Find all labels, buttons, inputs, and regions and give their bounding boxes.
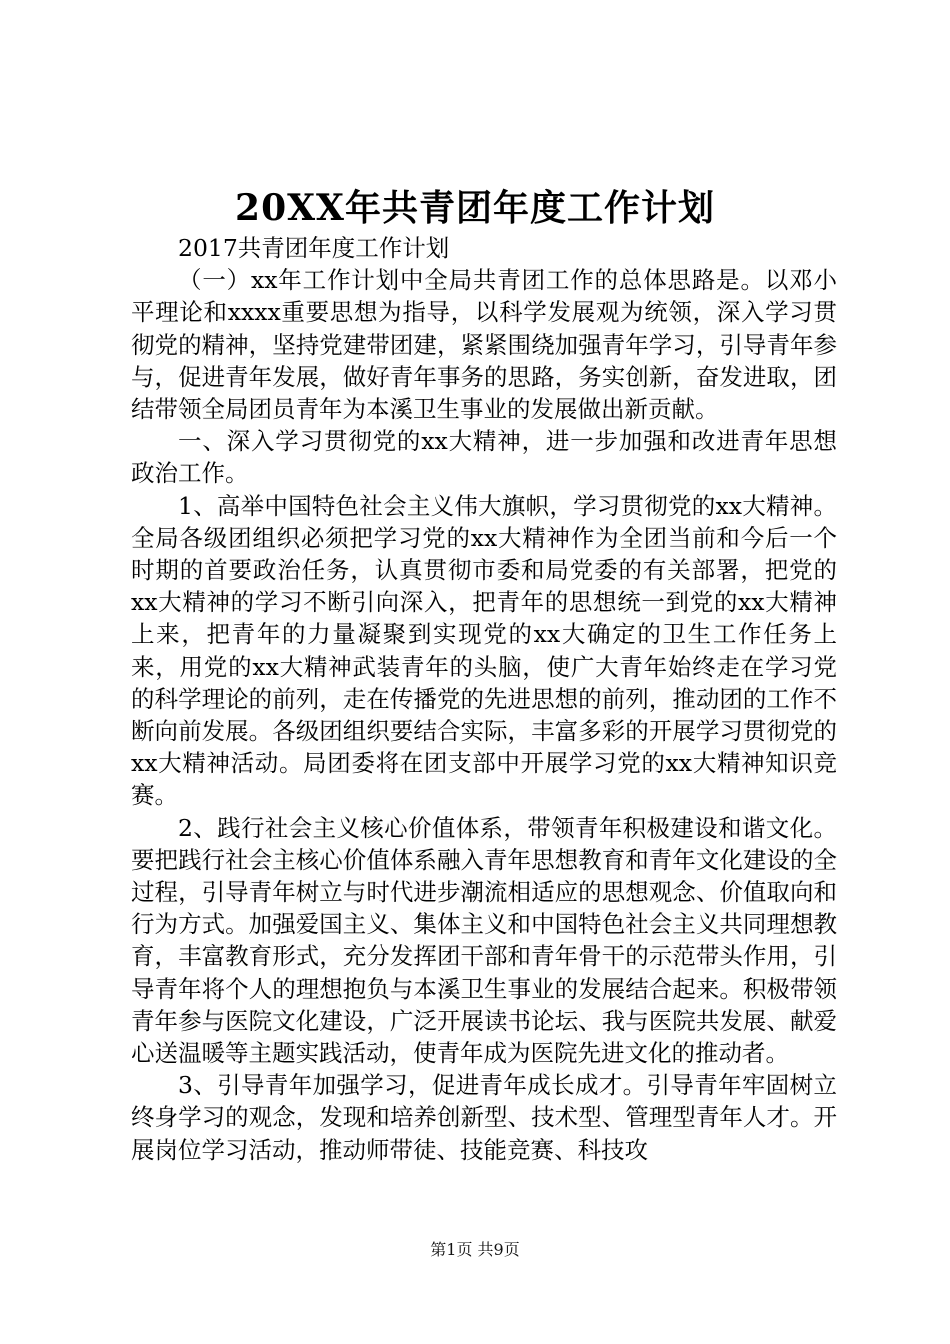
- paragraph-item-1: 1、高举中国特色社会主义伟大旗帜，学习贯彻党的xx大精神。全局各级团组织必须把学习党的xx大精神作为全团当前和今后一个时期的首要政治任务，认真贯彻市委和局党委的有关部署，把党的xx大精神的学习不断引向深入，把青年的思想统一到党的xx大精神上来，把青年的力量凝聚到实现党的xx大确定的卫生工作任务上来，用党的xx大精神武装青年的头脑，使广大青年始终走在学习党的科学理论的前列，走在传播党的先进思想的前列，推动团的工作不断向前发展。各级团组织要结合实际，丰富多彩的开展学习贯彻党的xx大精神活动。局团委将在团支部中开展学习党的xx大精神知识竞赛。: [131, 491, 837, 810]
- document-body: [131, 232, 837, 1166]
- document-subtitle: 2017共青团年度工作计划: [178, 234, 450, 262]
- paragraph-section-one-heading: 一、深入学习贯彻党的xx大精神，进一步加强和改进青年思想政治工作。: [131, 427, 837, 488]
- paragraph-overall-approach: （一）xx年工作计划中全局共青团工作的总体思路是。以邓小平理论和xxxx重要思想为指导，以科学发展观为统领，深入学习贯彻党的精神，坚持党建带团建，紧紧围绕加强青年学习，引导青年参与，促进青年发展，做好青年事务的思路，务实创新，奋发进取，团结带领全局团员青年为本溪卫生事业的发展做出新贡献。: [131, 266, 837, 424]
- document-title: 20XX年共青团年度工作计划: [235, 187, 715, 229]
- page-number-footer: 第1页 共9页: [430, 1240, 520, 1259]
- paragraph-item-2: 2、践行社会主义核心价值体系，带领青年积极建设和谐文化。要把践行社会主核心价值体系融入青年思想教育和青年文化建设的全过程，引导青年树立与时代进步潮流相适应的思想观念、价值取向和行为方式。加强爱国主义、集体主义和中国特色社会主义共同理想教育，丰富教育形式，充分发挥团干部和青年骨干的示范带头作用，引导青年将个人的理想抱负与本溪卫生事业的发展结合起来。积极带领青年参与医院文化建设，广泛开展读书论坛、我与医院共发展、献爱心送温暖等主题实践活动，使青年成为医院先进文化的推动者。: [131, 813, 837, 1068]
- paragraph-item-3: 3、引导青年加强学习，促进青年成长成才。引导青年牢固树立终身学习的观念，发现和培养创新型、技术型、管理型青年人才。开展岗位学习活动，推动师带徒、技能竞赛、科技攻: [131, 1071, 837, 1164]
